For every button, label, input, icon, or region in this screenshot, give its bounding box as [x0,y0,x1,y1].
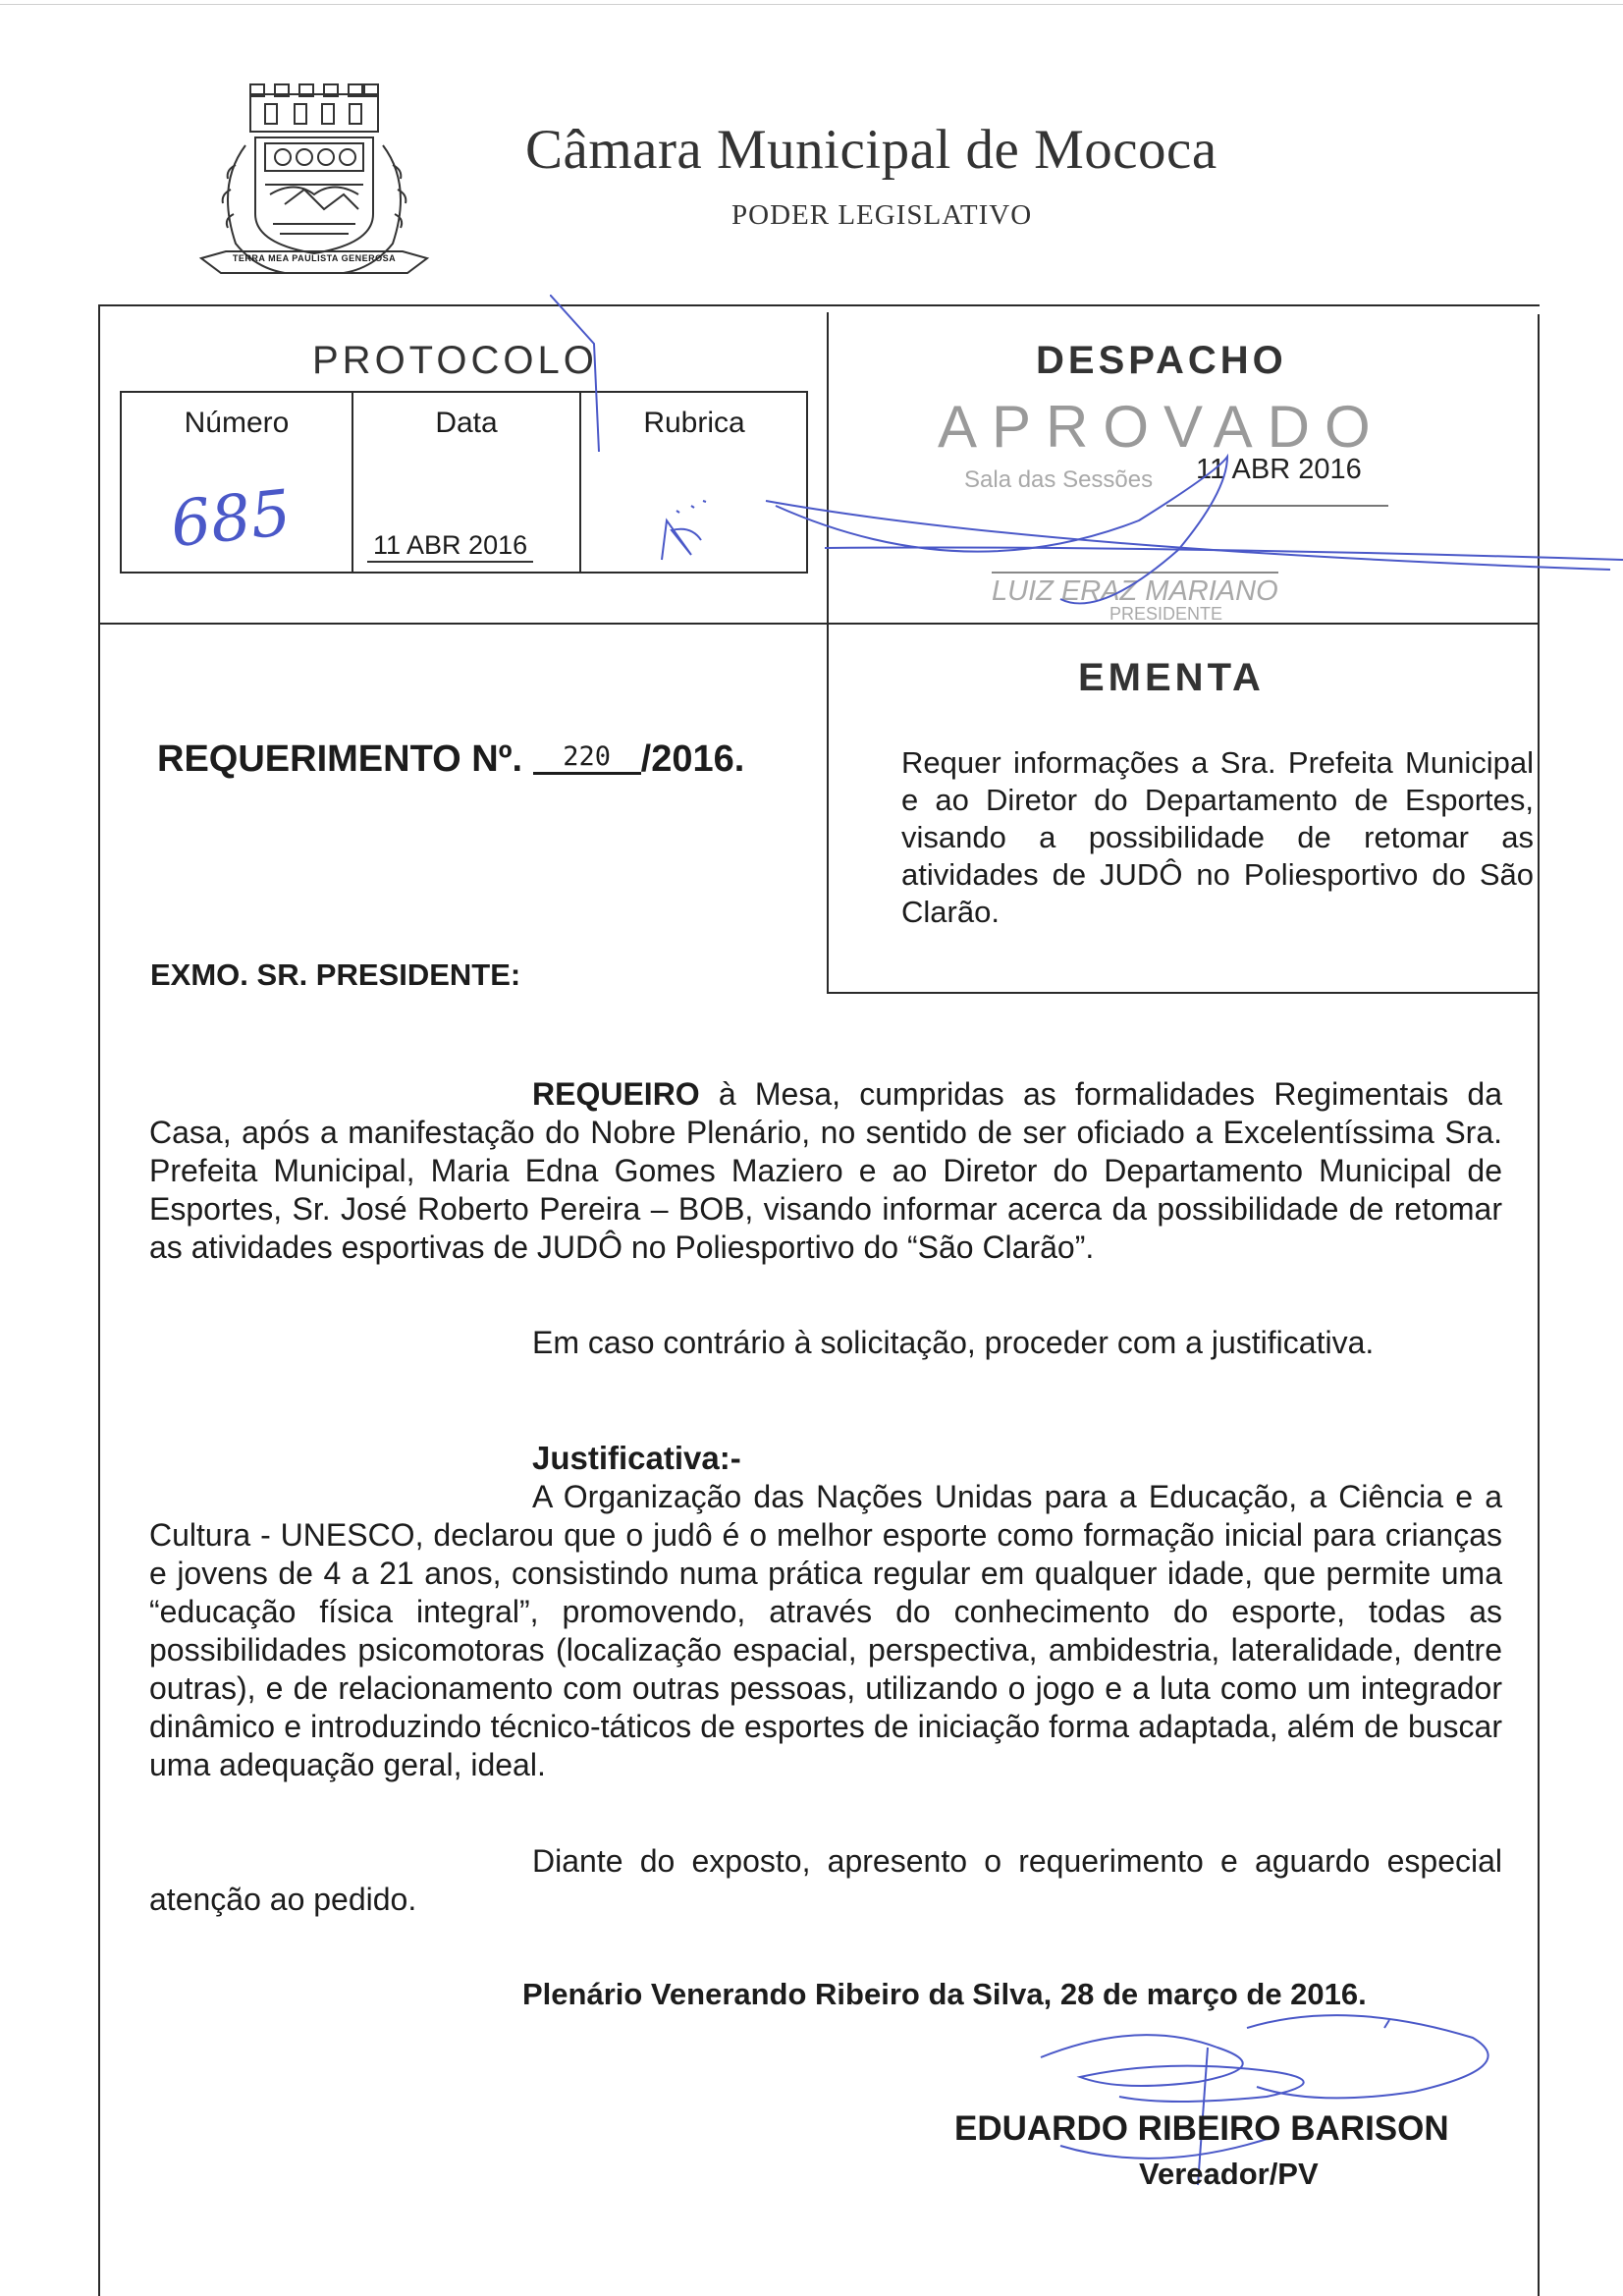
col-data-label: Data [435,407,498,439]
requerimento-label-text: REQUERIMENTO Nº. [157,738,523,780]
place-and-date: Plenário Venerando Ribeiro da Silva, 28 de março de 2016. [522,1977,1367,2011]
ementa-text: Requer informações a Sra. Prefeita Municipal e ao Diretor do Departamento de Esportes, visando a possibilidade de retomar as atividades de JUDÔ no Poliesportivo do São Clarão. [901,745,1534,929]
body-paragraph-2: Em caso contrário à solicitação, proceder com a justificativa. [532,1325,1375,1360]
crest-motto: TERRA MEA PAULISTA GENEROSA [232,253,397,263]
col-rubrica-label: Rubrica [643,407,745,439]
session-date-stamp: 11 ABR 2016 [1196,454,1362,485]
despacho-title: DESPACHO [1036,339,1287,382]
session-label-stamp: Sala das Sessões [964,466,1154,493]
president-name-stamp: LUIZ ERAZ MARIANO [992,572,1278,608]
justificativa-title: Justificativa:- [532,1440,741,1476]
protocolo-title: PROTOCOLO [312,339,598,382]
justificativa-paragraph-2: Diante do exposto, apresento o requerimento e aguardo especial atenção ao pedido. [149,1843,1502,1917]
justificativa-paragraph-1: A Organização das Nações Unidas para a Educação, a Ciência e a Cultura - UNESCO, declarou que o judô é o melhor esporte como formação inicial para crianças e jovens de 4 a 21 anos, consistindo numa prática regular em qualquer idade, que permite uma “educação física integral”, promovendo, através do conhecimento do esporte, todas as possibilidades psicomotoras (localização espacial, perspectiva, ambidestria, lateralidade, dentre outras), e de relacionamento com outras pessoas, utilizando o jogo e a luta como um integrador dinâmico e introduzindo técnico-táticos de esportes de iniciação forma adaptada, além de buscar uma adequação geral, ideal. [149,1479,1502,1782]
municipal-crest-logo [196,77,432,293]
requeiro-lead: REQUEIRO [532,1076,700,1112]
requerimento-number: 220 [533,741,641,775]
institution-title: Câmara Municipal de Mococa [525,119,1217,181]
signer-role: Vereador/PV [1139,2157,1319,2191]
body-paragraph-1 [149,1075,1502,1267]
col-numero-label: Número [184,407,290,439]
despacho-signature [550,295,1623,648]
frame-ementa-bottom [827,992,1540,994]
salutation: EXMO. SR. PRESIDENTE: [150,957,521,992]
president-role-stamp: PRESIDENTE [1109,604,1223,624]
signer-name: EDUARDO RIBEIRO BARISON [954,2109,1449,2148]
requerimento-label [157,738,744,781]
protocol-date-stamp: 11 ABR 2016 [367,530,533,563]
ementa-title: EMENTA [1078,656,1265,699]
body-p1-text: à Mesa, cumpridas as formalidades Regimentais da Casa, após a manifestação do Nobre Plenário, no sentido de ser oficiado a Excelentíssima Sra. Prefeita Municipal, Maria Edna Gomes Maziero e ao Diretor do Departamento Municipal de Esportes, Sr. José Roberto Pereira – BOB, visando informar acerca da possibilidade de retomar as atividades esportivas de JUDÔ no Poliesportivo do “São Clarão”. [149,1076,1502,1265]
branch-subtitle: PODER LEGISLATIVO [731,199,1033,231]
scan-top-line [0,4,1623,5]
frame-left-line [98,304,100,2296]
approved-stamp: APROVADO [938,394,1385,460]
requerimento-year: /2016. [640,738,745,780]
protocol-number-handwritten: 685 [167,476,295,563]
